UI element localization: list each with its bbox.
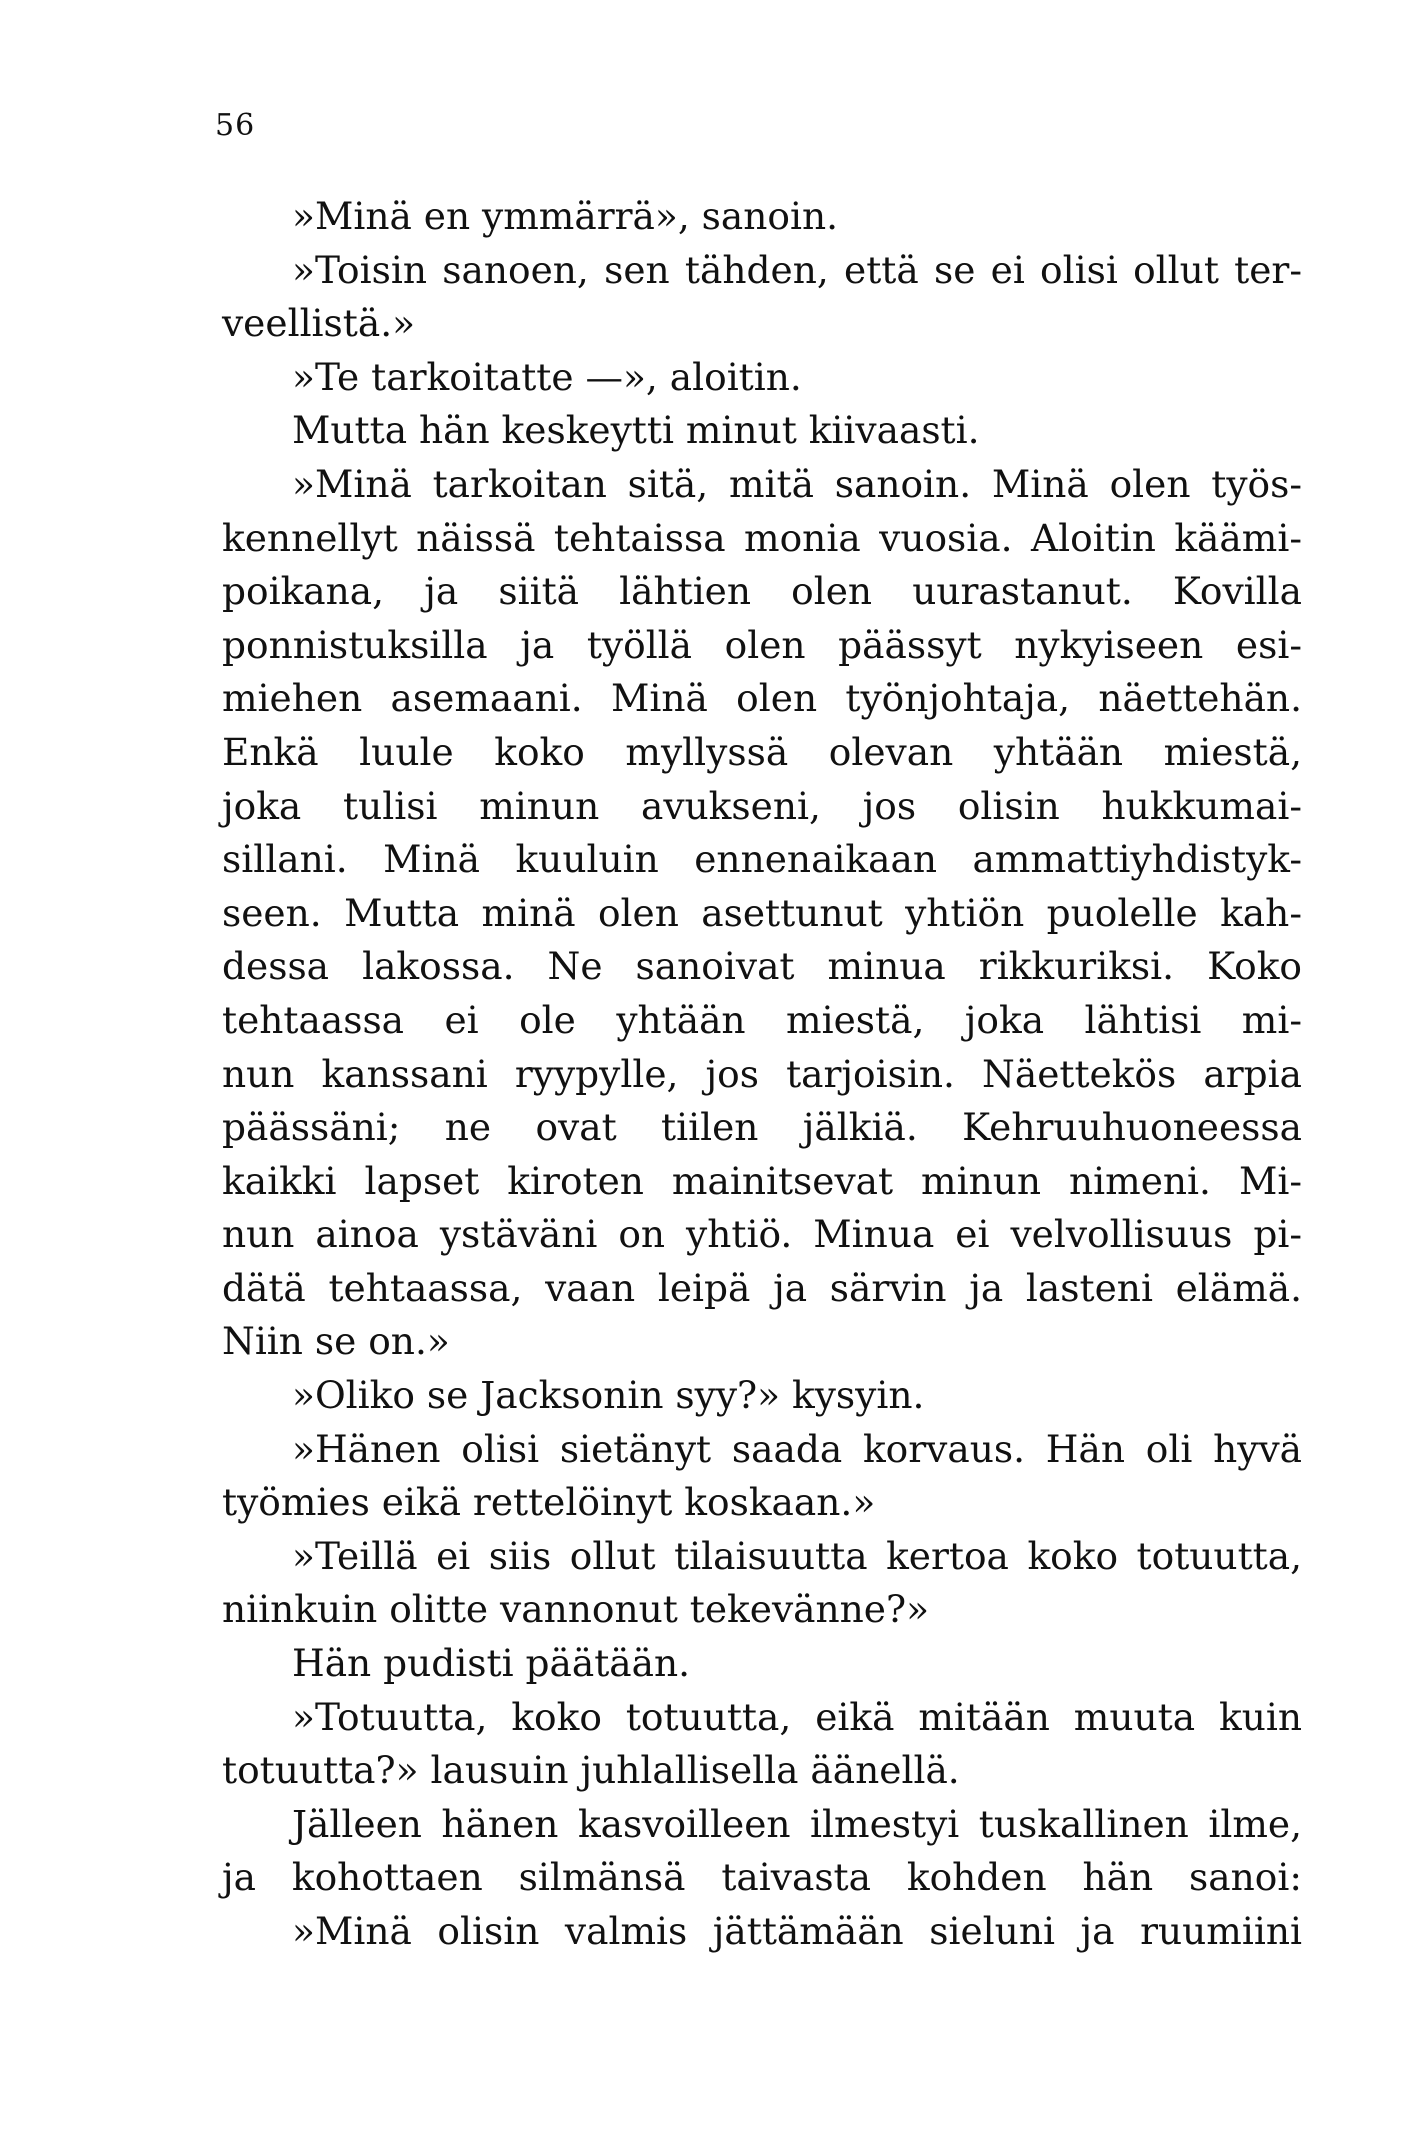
text-line: joka tulisi minun avukseni, jos olisin hukkumai- — [222, 783, 1302, 828]
text-line: »Minä olisin valmis jättämään sieluni ja ruumiini — [292, 1909, 1302, 1953]
text-line: Niin se on.» — [222, 1319, 450, 1364]
text-line: »Totuutta, koko totuutta, eikä mitään muuta kuin — [292, 1694, 1302, 1739]
text-line: työmies eikä rettelöinyt koskaan.» — [222, 1480, 876, 1525]
text-line: kennellyt näissä tehtaissa monia vuosia. Aloitin käämi- — [222, 515, 1302, 560]
text-line: »Toisin sanoen, sen tähden, että se ei olisi ollut ter- — [292, 247, 1302, 292]
text-line: ja kohottaen silmänsä taivasta kohden hän sanoi: — [222, 1855, 1302, 1900]
text-line: niinkuin olitte vannonut tekevänne?» — [222, 1587, 930, 1632]
text-line: ponnistuksilla ja työllä olen päässyt nykyiseen esi- — [222, 622, 1302, 667]
text-line: Hän pudisti päätään. — [292, 1641, 691, 1686]
text-line: nun kanssani ryypylle, jos tarjoisin. Näettekös arpia — [222, 1051, 1302, 1096]
text-line: kaikki lapset kiroten mainitsevat minun nimeni. Mi- — [222, 1158, 1302, 1203]
text-line: totuutta?» lausuin juhlallisella äänellä. — [222, 1748, 960, 1793]
text-line: »Oliko se Jacksonin syy?» kysyin. — [292, 1373, 925, 1418]
text-line: nun ainoa ystäväni on yhtiö. Minua ei velvollisuus pi- — [222, 1212, 1302, 1257]
text-line: Enkä luule koko myllyssä olevan yhtään miestä, — [222, 729, 1302, 774]
text-line: »Minä tarkoitan sitä, mitä sanoin. Minä olen työs- — [292, 461, 1302, 506]
text-line: dessa lakossa. Ne sanoivat minua rikkuriksi. Koko — [222, 944, 1302, 989]
text-line: Jälleen hänen kasvoilleen ilmestyi tuskallinen ilme, — [292, 1801, 1302, 1846]
text-line: poikana, ja siitä lähtien olen uurastanut. Kovilla — [222, 569, 1302, 614]
text-line: seen. Mutta minä olen asettunut yhtiön puolelle kah- — [222, 890, 1302, 935]
text-line: Mutta hän keskeytti minut kiivaasti. — [292, 408, 980, 453]
text-line: »Te tarkoitatte —», aloitin. — [292, 354, 802, 399]
text-line: päässäni; ne ovat tiilen jälkiä. Kehruuhuoneessa — [222, 1105, 1302, 1150]
text-line: veellistä.» — [222, 301, 416, 346]
text-line: »Minä en ymmärrä», sanoin. — [292, 194, 839, 238]
text-line: sillani. Minä kuuluin ennenaikaan ammattiyhdistyk- — [222, 837, 1302, 882]
body-text — [222, 190, 1302, 1959]
text-line: miehen asemaani. Minä olen työnjohtaja, näettehän. — [222, 676, 1302, 721]
text-line: tehtaassa ei ole yhtään miestä, joka lähtisi mi- — [222, 997, 1302, 1042]
text-line: »Teillä ei siis ollut tilaisuutta kertoa koko totuutta, — [292, 1533, 1302, 1578]
text-line: dätä tehtaassa, vaan leipä ja särvin ja lasteni elämä. — [222, 1265, 1302, 1310]
text-line: »Hänen olisi sietänyt saada korvaus. Hän oli hyvä — [292, 1426, 1302, 1471]
page-number: 56 — [215, 108, 256, 143]
